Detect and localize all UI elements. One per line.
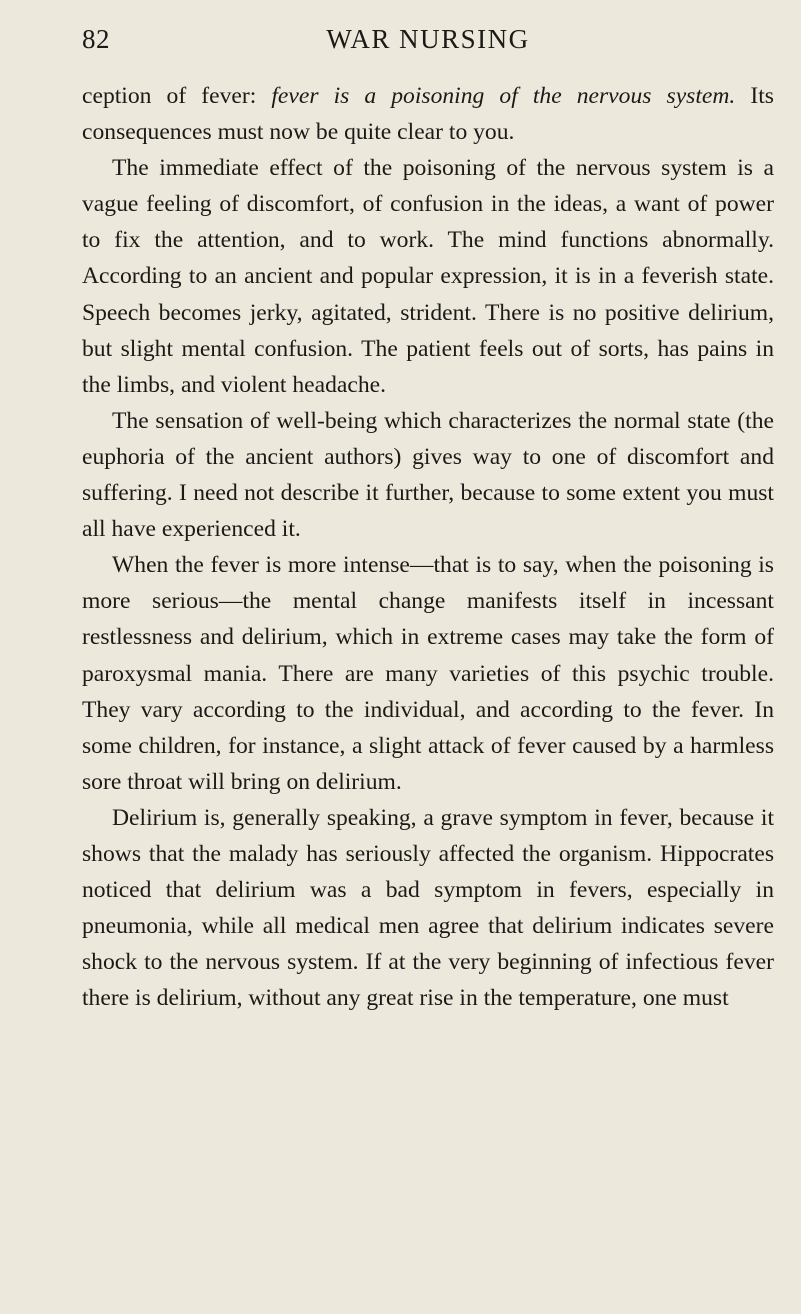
page-header: [82, 24, 774, 60]
paragraph-1: [82, 78, 774, 150]
body-text: [82, 78, 774, 1016]
page-number: 82: [82, 24, 110, 54]
paragraph-1-rest: Its consequences must now be quite clear to you.: [82, 83, 774, 146]
paragraph-5: Delirium is, generally speaking, a grave symptom in fever, because it shows that the malady has seriously affected the organism. Hippocrates noticed that delirium was a bad symptom in fevers, especially in pneumonia, while all medical men agree that delirium indicates severe shock to the nervous system. If at the very beginning of infectious fever there is delirium, without any great rise in the temperature, one must: [82, 804, 774, 1012]
paragraph-4: When the fever is more intense—that is to say, when the poisoning is more serious—the mental change manifests itself in incessant restlessness and delirium, which in extreme cases may take the form of paroxysmal mania. There are many varieties of this psychic trouble. They vary according to the individual, and according to the fever. In some children, for instance, a slight attack of fever caused by a harmless sore throat will bring on delirium.: [82, 552, 774, 795]
running-title: WAR NURSING: [326, 24, 530, 54]
paragraph-1-italic: fever is a poisoning of the nervous system.: [271, 83, 736, 109]
paragraph-3: The sensation of well-being which characterizes the normal state (the euphoria of the ancient authors) gives way to one of discomfort and suffering. I need not describe it further, because to some extent you must all have experienced it.: [82, 407, 774, 543]
paragraph-1-lead: ception of fever:: [82, 83, 272, 109]
paragraph-2: The immediate effect of the poisoning of the nervous system is a vague feeling of discomfort, of confusion in the ideas, a want of power to fix the attention, and to work. The mind functions abnormally. According to an ancient and popular expression, it is in a feverish state. Speech becomes jerky, agitated, strident. There is no positive delirium, but slight mental confusion. The patient feels out of sorts, has pains in the limbs, and violent headache.: [82, 155, 774, 398]
